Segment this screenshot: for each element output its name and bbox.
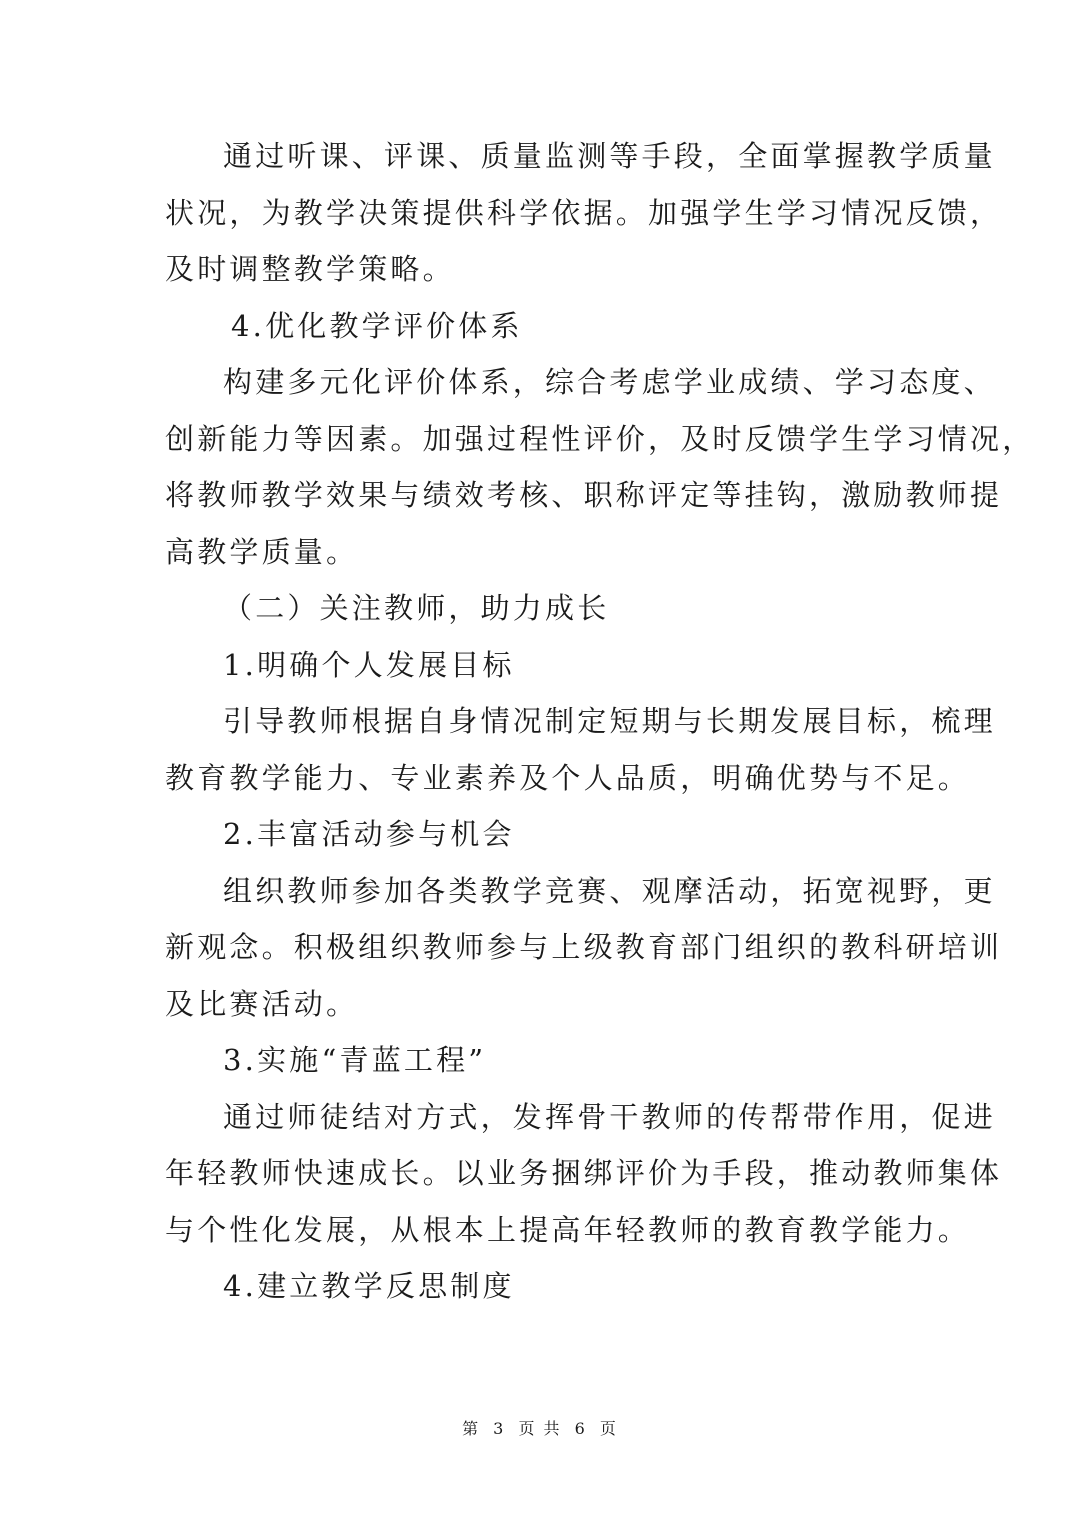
chapter-heading: （二）关注教师，助力成长 (223, 591, 610, 625)
paragraph-line: 通过听课、评课、质量监测等手段，全面掌握教学质量 (223, 139, 996, 173)
paragraph-line: 构建多元化评价体系，综合考虑学业成绩、学习态度、 (223, 365, 996, 399)
footer-page-number: 3 (493, 1419, 506, 1438)
section-heading: 4.优化教学评价体系 (231, 308, 523, 343)
section-heading: 1.明确个人发展目标 (223, 647, 515, 682)
footer-middle: 页 共 (518, 1419, 562, 1438)
section-heading: 4.建立教学反思制度 (223, 1269, 515, 1303)
footer-total-pages: 6 (574, 1419, 587, 1438)
paragraph-line: 教育教学能力、专业素养及个人品质，明确优势与不足。 (165, 760, 971, 795)
section-heading: 3.实施“青蓝工程” (223, 1043, 487, 1077)
paragraph-line: 引导教师根据自身情况制定短期与长期发展目标，梳理 (223, 704, 996, 738)
paragraph-line: 及时调整教学策略。 (165, 252, 455, 286)
paragraph-line: 年轻教师快速成长。以业务捆绑评价为手段，推动教师集体 (165, 1156, 1003, 1190)
footer-suffix: 页 (599, 1419, 618, 1438)
paragraph-line: 通过师徒结对方式，发挥骨干教师的传帮带作用，促进 (223, 1099, 996, 1134)
paragraph-line: 状况，为教学决策提供科学依据。加强学生学习情况反馈， (165, 195, 1003, 230)
paragraph-line: 与个性化发展，从根本上提高年轻教师的教育教学能力。 (165, 1212, 971, 1247)
paragraph-line: 组织教师参加各类教学竞赛、观摩活动，拓宽视野，更 (223, 873, 996, 908)
paragraph-line: 新观念。积极组织教师参与上级教育部门组织的教科研培训 (165, 930, 1003, 964)
document-body (165, 128, 1035, 1315)
paragraph-line: 及比赛活动。 (165, 986, 359, 1021)
footer-prefix: 第 (462, 1419, 481, 1438)
section-heading: 2.丰富活动参与机会 (223, 817, 515, 851)
paragraph-line: 将教师教学效果与绩效考核、职称评定等挂钩，激励教师提 (165, 478, 1003, 512)
paragraph-line: 高教学质量。 (165, 534, 359, 569)
page-footer (0, 1416, 1080, 1439)
paragraph-line: 创新能力等因素。加强过程性评价，及时反馈学生学习情况， (165, 421, 1035, 456)
